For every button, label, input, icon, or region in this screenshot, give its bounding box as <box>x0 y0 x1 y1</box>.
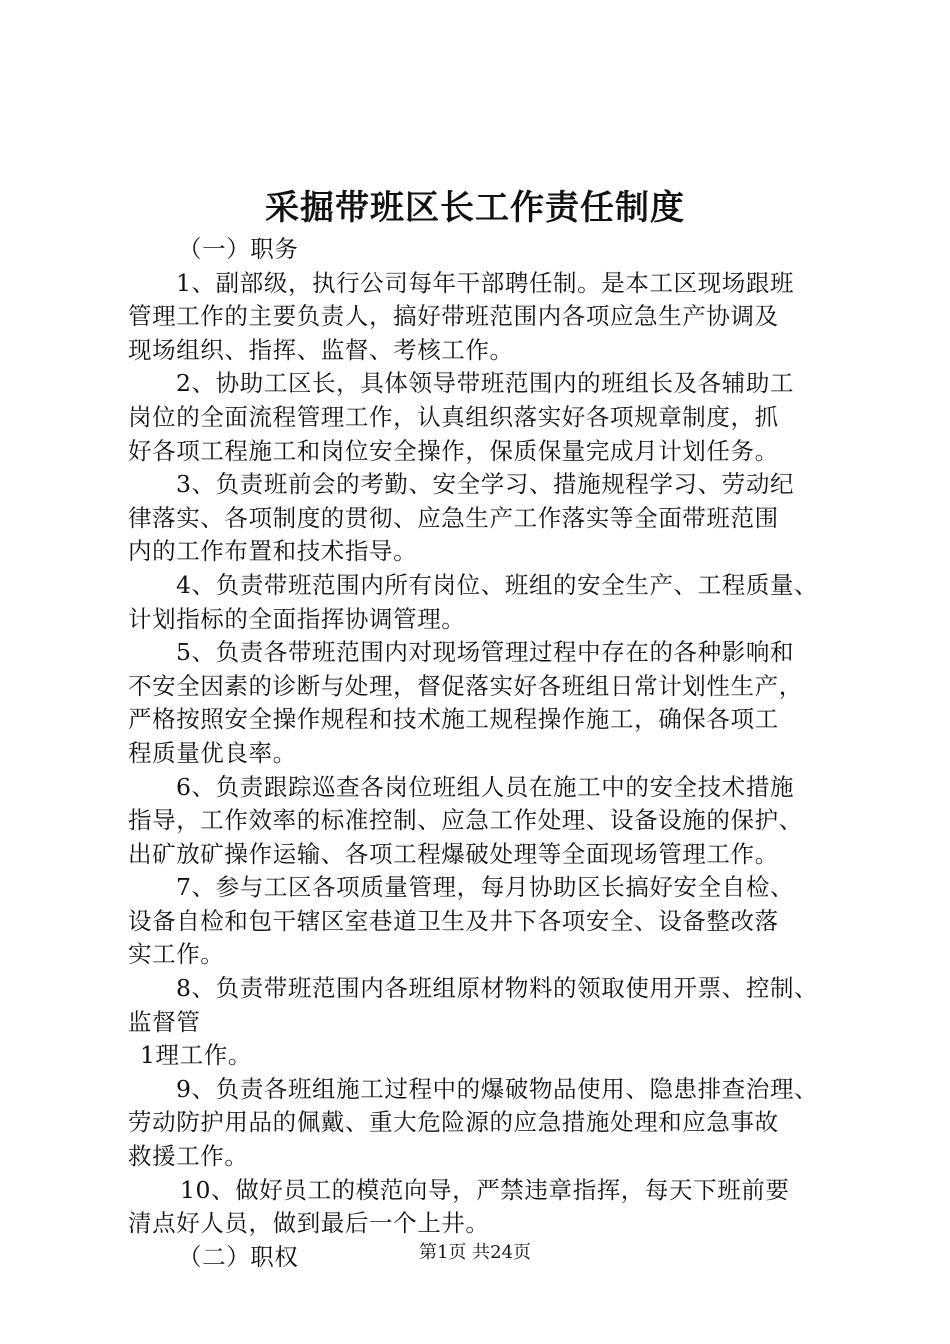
text-line: 指导，工作效率的标准控制、应急工作处理、设备设施的保护、 <box>128 806 803 835</box>
text-line: 岗位的全面流程管理工作，认真组织落实好各项规章制度，抓 <box>128 402 779 431</box>
text-line: 程质量优良率。 <box>128 738 297 767</box>
text-line: 现场组织、指挥、监督、考核工作。 <box>128 335 514 364</box>
text-line: 不安全因素的诊断与处理，督促落实好各班组日常计划性生产， <box>128 671 803 700</box>
text-line: 6、负责跟踪巡查各岗位班组人员在施工中的安全技术措施 <box>176 772 795 801</box>
text-line: 内的工作布置和技术指导。 <box>128 537 418 566</box>
text-line: 9、负责各班组施工过程中的爆破物品使用、隐患排查治理、 <box>176 1074 819 1103</box>
text-line: 计划指标的全面指挥协调管理。 <box>128 604 466 633</box>
text-line: 2、协助工区长，具体领导带班范围内的班组长及各辅助工 <box>176 369 795 398</box>
text-line: 10、做好员工的模范向导，严禁违章指挥，每天下班前要 <box>180 1175 790 1204</box>
section-heading: （二）职权 <box>178 1242 299 1271</box>
text-line: 1理工作。 <box>140 1041 252 1070</box>
text-line: 清点好人员，做到最后一个上井。 <box>128 1209 490 1238</box>
text-line: 1、副部级，执行公司每年干部聘任制。是本工区现场跟班 <box>176 268 795 297</box>
document-title: 采掘带班区长工作责任制度 <box>265 188 685 228</box>
page-footer: 第1页 共24页 <box>418 1242 532 1263</box>
text-line: 4、负责带班范围内所有岗位、班组的安全生产、工程质量、 <box>176 570 819 599</box>
text-line: 管理工作的主要负责人，搞好带班范围内各项应急生产协调及 <box>128 302 779 331</box>
text-line: 严格按照安全操作规程和技术施工规程操作施工，确保各项工 <box>128 705 779 734</box>
text-line: 救援工作。 <box>128 1142 249 1171</box>
text-line: 好各项工程施工和岗位安全操作，保质保量完成月计划任务。 <box>128 436 779 465</box>
text-line: 8、负责带班范围内各班组原材物料的领取使用开票、控制、 <box>176 974 819 1003</box>
text-line: 律落实、各项制度的贯彻、应急生产工作落实等全面带班范围 <box>128 503 779 532</box>
text-line: 监督管 <box>128 1007 201 1036</box>
text-line: 劳动防护用品的佩戴、重大危险源的应急措施处理和应急事故 <box>128 1108 779 1137</box>
text-line: 3、负责班前会的考勤、安全学习、措施规程学习、劳动纪 <box>176 470 795 499</box>
text-line: 7、参与工区各项质量管理，每月协助区长搞好安全自检、 <box>176 873 795 902</box>
document-body <box>128 233 848 1274</box>
text-line: 设备自检和包干辖区室巷道卫生及井下各项安全、设备整改落 <box>128 906 779 935</box>
text-line: 5、负责各带班范围内对现场管理过程中存在的各种影响和 <box>176 638 795 667</box>
section-heading: （一）职务 <box>178 235 299 263</box>
text-line: 出矿放矿操作运输、各项工程爆破处理等全面现场管理工作。 <box>128 839 779 868</box>
text-line: 实工作。 <box>128 940 225 969</box>
